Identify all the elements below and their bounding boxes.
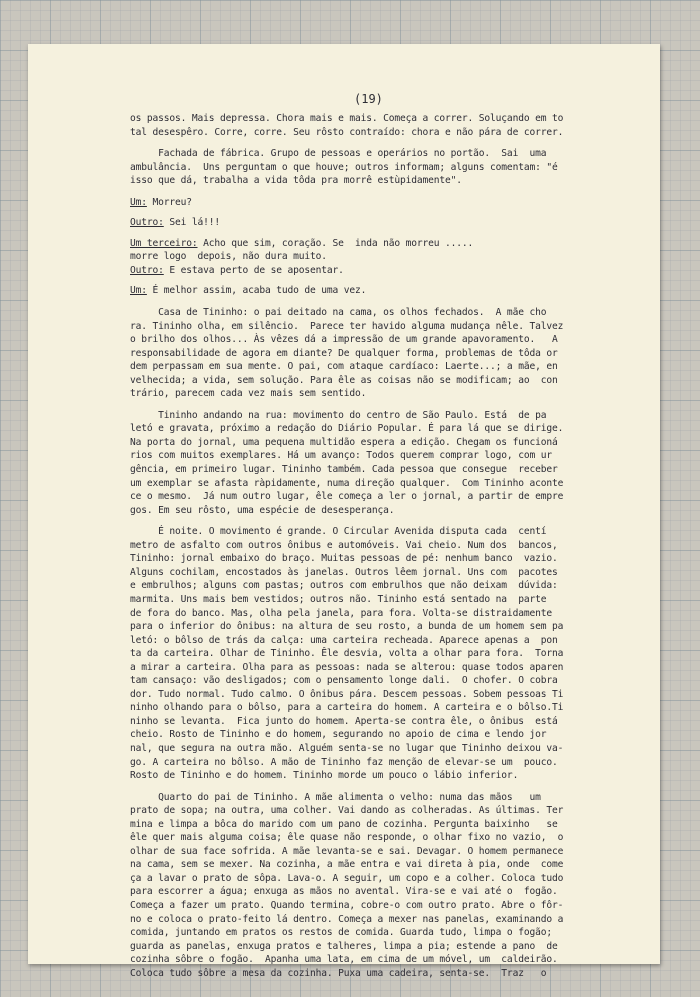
paragraph-bus: É noite. O movimento é grande. O Circular Avenida disputa cada centí metro de asfalto com outros ônibus e automóveis. Vai cheio. Num dos bancos, Tininho: jornal embaixo do braço. Muitas pessoas de pé: nenhum banco vazio. Alguns cochilam, encostados às janelas. Outros lêem jornal. Uns com pacotes e embrulhos; alguns com pastas; outros com embrulhos que não deixam dúvida: marmita. Uns mais bem vestidos; outros não. Tininho está sentado na parte de fora do banco. Mas, olha pela janela, para fora. Volta-se distraidamente para o inferior do ônibus: na altura de seu rosto, a bunda de um homem sem pa letó: o bôlso de trás da calça: uma carteira recheada. Aparece apenas a pon ta da carteira. Olhar de Tininho. Êle desvia, volta a olhar para fora. Torna a mirar a carteira. Olha para as pessoas: nada se alterou: quase todos aparen tam cansaço: vão desligados; com o pensamento longe dali. O chofer. O cobra dor. Tudo normal. Tudo calmo. O ônibus pára. Descem pessoas. Sobem pessoas Ti ninho olhando para o bôlso, para a carteira do homem. A carteira e o bôlso.Ti ninho se levanta. Fica junto do homem. Aperta-se contra êle, o ônibus está cheio. Rosto de Tininho e do homem, segurando no apoio de cima e lendo jor nal, que segura na outra mão. Alguém senta-se no lugar que Tininho deixou va- go. A carteira no bôlso. A mão de Tininho faz menção de elevar-se um pouco. Rosto de Tininho e do homem. Tininho morde um pouco o lábio inferior. [130,526,564,782]
typewritten-page [28,44,660,979]
dialogue-line: Outro: Sei lá!!! [130,217,221,229]
speaker-label: Um: [130,285,147,297]
paragraph-father-room: Quarto do pai de Tininho. A mãe alimenta o velho: numa das mãos um prato de sopa; na outra, uma colher. Vai dando as colheradas. As últimas. Ter mina e limpa a bôca do marido com um pano de cozinha. Pergunta baixinho se êle quer mais alguma coisa; êle quase não responde, o olhar fixo no vazio, o olhar de sua face sofrida. A mãe levanta-se e sai. Devagar. O homem permanece na cama, sem se mexer. Na cozinha, a mãe entra e vai direta à pia, onde come ça a lavar o prato de sôpa. Lava-o. A seguir, um copo e a colher. Coloca tudo para escorrer a água; enxuga as mãos no avental. Vira-se e vai até o fogão. Começa a fazer um prato. Quando termina, cobre-o com outro prato. Abre o fôr- no e coloca o prato-feito lá dentro. Começa a mexer nas panelas, examinando a comida, juntando em pratos os restos de comida. Guarda tudo, limpa o fogão; guarda as panelas, enxuga pratos e talheres, limpa a pia; estende a pano de cozinha sôbre o fogão. Apanha uma lata, em cima de um móvel, um caldeirão. Coloca tudo sôbre a mesa da cozinha. Puxa uma cadeira, senta-se. Traz o [130,791,564,979]
dialogue-continuation: morre logo depois, não dura muito. [130,251,327,263]
paragraph-factory: Fachada de fábrica. Grupo de pessoas e operários no portão. Sai uma ambulância. Uns perguntam o que houve; outros informam; alguns comentam: "é isso que dá, trabalha a vida tôda pra morrê estùpidamente". [130,148,558,187]
speaker-label: Outro: [130,264,164,276]
dialogue-line: Um: É melhor assim, acaba tudo de uma vez. [130,285,367,297]
speaker-label: Outro: [130,217,164,229]
manuscript-text [130,112,628,992]
dialogue-line: Um: Morreu? [130,196,192,208]
page-number: (19) [354,92,383,106]
paragraph-tininho-house: Casa de Tininho: o pai deitado na cama, os olhos fechados. A mãe cho ra. Tininho olha, em silêncio. Parece ter havido alguma mudança nêle. Talvez o brilho dos olhos... Às vêzes dá a impressão de um grande apavoramento. A responsabilidade de agora em diante? De qualquer forma, problemas de tôda or dem perpassam em sua mente. O pai, com ataque cardíaco: Laerte...; a mãe, en velhecida; a vida, sem solução. Para êle as coisas não se modificam; ao con trário, parecem cada vez mais sem sentido. [130,307,564,400]
paragraph-opening: os passos. Mais depressa. Chora mais e mais. Começa a correr. Soluçando em to tal desespêro. Corre, corre. Seu rôsto contraído: chora e não pára de correr. [130,113,564,138]
speaker-label: Um: [130,196,147,208]
dialogue-line: Outro: E estava perto de se aposentar. [130,264,344,276]
dialogue-line: Um terceiro: Acho que sim, coração. Se inda não morreu ..... [130,237,474,249]
speaker-label: Um terceiro: [130,237,198,249]
paragraph-street: Tininho andando na rua: movimento do centro de São Paulo. Está de pa letó e gravata, próximo a redação do Diário Popular. É para lá que se dirige. Na porta do jornal, uma pequena multidão espera a edição. Chegam os funcioná rios com muitos exemplares. Há um avanço: Todos querem comprar logo, com ur gência, em primeiro lugar. Tininho também. Cada pessoa que consegue receber um exemplar se afasta ràpidamente, numa direção qualquer. Com Tininho aconte ce o mesmo. Já num outro lugar, êle começa a ler o jornal, a partir de empre gos. Em seu rôsto, uma espécie de desesperança. [130,409,564,516]
